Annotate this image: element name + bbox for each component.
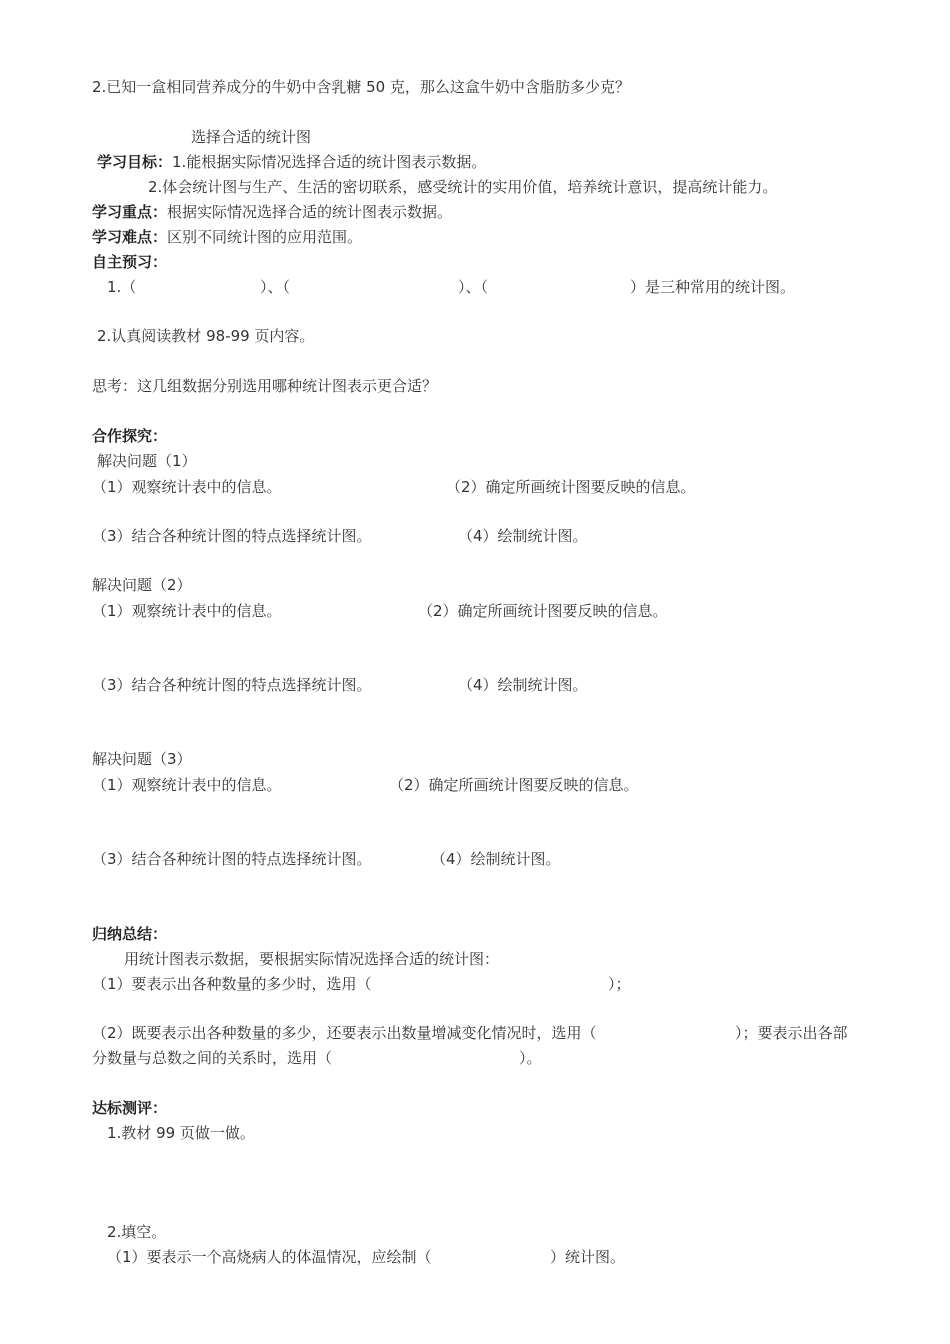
problem-2-step-2: （2）确定所画统计图要反映的信息。	[418, 602, 668, 620]
problem-3-step-3: （3）结合各种统计图的特点选择统计图。	[92, 850, 372, 868]
test-q2: 2.填空。	[107, 1223, 167, 1241]
problem-1-step-1: （1）观察统计表中的信息。	[92, 478, 282, 496]
problem-1-title: 解决问题（1）	[97, 452, 197, 470]
problem-3-title: 解决问题（3）	[92, 750, 192, 768]
goals-label: 学习目标：	[97, 153, 173, 171]
test-label: 达标测评：	[92, 1099, 168, 1117]
preview-q1-b: ）、（	[260, 278, 291, 296]
difficulty-text: 区别不同统计图的应用范围。	[167, 228, 363, 246]
goals-line	[97, 152, 486, 172]
question-2-top: 2.已知一盒相同营养成分的牛奶中含乳糖 50 克，那么这盒牛奶中含脂肪多少克？	[92, 78, 630, 96]
test-q2-1-b: ）统计图。	[550, 1248, 626, 1266]
difficulty-line	[92, 227, 362, 247]
summary-line-2-b: ）；要表示出各部	[735, 1024, 848, 1042]
summary-line-2-a: （2）既要表示出各种数量的多少，还要表示出数量增减变化情况时，选用（	[92, 1024, 597, 1042]
test-q1: 1.教材 99 页做一做。	[107, 1124, 255, 1142]
problem-1-step-4: （4）绘制统计图。	[458, 527, 588, 545]
summary-line-3-b: ）。	[519, 1049, 542, 1067]
goals-item-1: 1.能根据实际情况选择合适的统计图表示数据。	[172, 153, 487, 171]
problem-3-step-1: （1）观察统计表中的信息。	[92, 776, 282, 794]
difficulty-label: 学习难点：	[92, 228, 168, 246]
preview-q2: 2.认真阅读教材 98-99 页内容。	[97, 327, 315, 345]
problem-2-step-1: （1）观察统计表中的信息。	[92, 602, 282, 620]
problem-1-step-3: （3）结合各种统计图的特点选择统计图。	[92, 527, 372, 545]
problem-1-step-2: （2）确定所画统计图要反映的信息。	[446, 478, 696, 496]
summary-line-3-a: 分数量与总数之间的关系时，选用（	[92, 1049, 333, 1067]
problem-2-title: 解决问题（2）	[92, 576, 192, 594]
summary-line-1-b: ）；	[608, 975, 631, 993]
problem-3-step-2: （2）确定所画统计图要反映的信息。	[389, 776, 639, 794]
preview-q1-c: ）、（	[458, 278, 489, 296]
summary-label: 归纳总结：	[92, 925, 168, 943]
test-q2-1-a: （1）要表示一个高烧病人的体温情况，应绘制（	[107, 1248, 432, 1266]
goals-item-2: 2.体会统计图与生产、生活的密切联系，感受统计的实用价值，培养统计意识，提高统计能力。	[148, 178, 778, 196]
key-point-label: 学习重点：	[92, 203, 168, 221]
problem-3-step-4: （4）绘制统计图。	[431, 850, 561, 868]
lesson-title: 选择合适的统计图	[191, 128, 312, 146]
summary-intro: 用统计图表示数据，要根据实际情况选择合适的统计图：	[124, 950, 500, 968]
summary-line-1-a: （1）要表示出各种数量的多少时，选用（	[92, 975, 372, 993]
explore-label: 合作探究：	[92, 427, 168, 445]
key-point-line	[92, 202, 452, 222]
preview-q1-a: 1.（	[107, 278, 137, 296]
key-point-text: 根据实际情况选择合适的统计图表示数据。	[167, 203, 453, 221]
problem-2-step-4: （4）绘制统计图。	[458, 676, 588, 694]
preview-q1-d: ）是三种常用的统计图。	[630, 278, 796, 296]
preview-label: 自主预习：	[92, 253, 168, 271]
problem-2-step-3: （3）结合各种统计图的特点选择统计图。	[92, 676, 372, 694]
preview-think: 思考：这几组数据分别选用哪种统计图表示更合适？	[92, 377, 438, 395]
